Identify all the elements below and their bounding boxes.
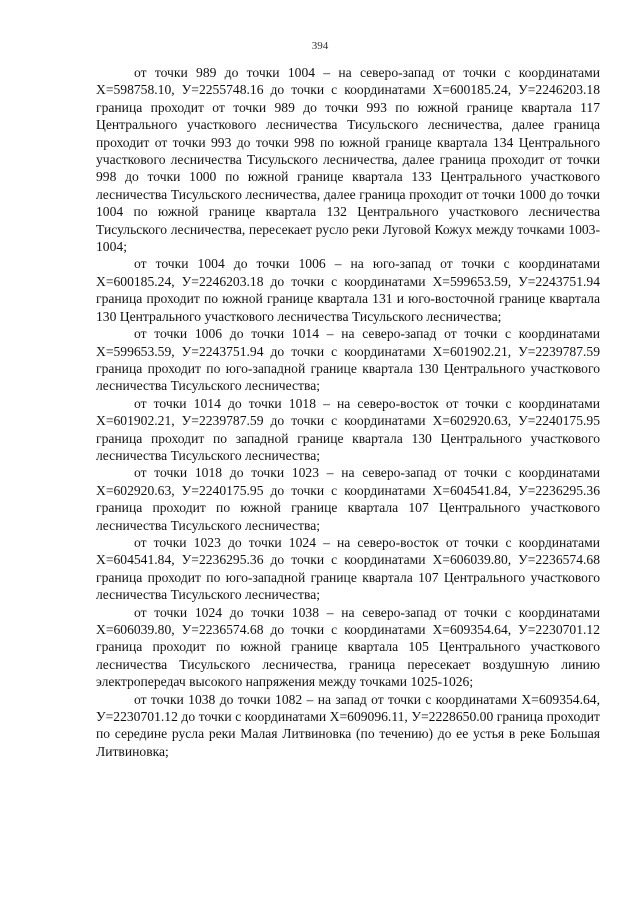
boundary-paragraph: от точки 1024 до точки 1038 – на северо-запад от точки с координатами Х=606039.80, У=2236574.68 до точки с координатами Х=609354.64, У=2230701.12 граница проходит по южной границе квартала 105 Центрального участкового лесничества Тисульского лесничества, граница пересекает воздушную линию электропередач высокого напряжения между точками 1025-1026;: [96, 604, 600, 690]
page-number: 394: [311, 40, 329, 52]
boundary-paragraph: от точки 1006 до точки 1014 – на северо-запад от точки с координатами Х=599653.59, У=2243751.94 до точки с координатами Х=601902.21, У=2239787.59 граница проходит по юго-западной границе квартала 130 Центрального участкового лесничества Тисульского лесничества;: [96, 326, 600, 394]
boundary-paragraph: от точки 1014 до точки 1018 – на северо-восток от точки с координатами Х=601902.21, У=2239787.59 до точки с координатами Х=602920.63, У=2240175.95 граница проходит по западной границе квартала 130 Центрального участкового лесничества Тисульского лесничества;: [96, 395, 600, 463]
boundary-paragraph: от точки 1023 до точки 1024 – на северо-восток от точки с координатами Х=604541.84, У=2236295.36 до точки с координатами Х=606039.80, У=2236574.68 граница проходит по юго-западной границе квартала 107 Центрального участкового лесничества Тисульского лесничества;: [96, 534, 600, 603]
boundary-paragraph: от точки 1018 до точки 1023 – на северо-запад от точки с координатами Х=602920.63, У=2240175.95 до точки с координатами Х=604541.84, У=2236295.36 граница проходит по южной границе квартала 107 Центрального участкового лесничества Тисульского лесничества;: [96, 465, 600, 533]
boundary-paragraph: от точки 1038 до точки 1082 – на запад от точки с координатами Х=609354.64, У=2230701.12 до точки с координатами Х=609096.11, У=2228650.00 граница проходит по середине русла реки Малая Литвиновка (по течению) до ее устья в реке Большая Литвиновка;: [96, 691, 600, 759]
boundary-paragraph: от точки 1004 до точки 1006 – на юго-запад от точки с координатами Х=600185.24, У=2246203.18 до точки с координатами Х=599653.59, У=2243751.94 граница проходит по южной границе квартала 131 и юго-восточной границе квартала 130 Центрального участкового лесничества Тисульского лесничества;: [96, 256, 600, 324]
boundary-paragraph: от точки 989 до точки 1004 – на северо-запад от точки с координатами Х=598758.10, У=2255748.16 до точки с координатами Х=600185.24, У=2246203.18 граница проходит от точки 989 до точки 993 по южной границе квартала 117 Центрального участкового лесничества Тисульского лесничества, далее граница проходит от точки 993 до точки 998 по южной границе квартала 134 Центрального участкового лесничества Тисульского лесничества, далее граница проходит от точки 998 до точки 1000 по южной границе квартала 133 Центрального участкового лесничества Тисульского лесничества, далее граница проходит от точки 1000 до точки 1004 по южной границе квартала 132 Центрального участкового лесничества Тисульского лесничества, пересекает русло реки Луговой Кожух между точками 1003-1004;: [96, 65, 600, 255]
document-body: [96, 64, 600, 760]
